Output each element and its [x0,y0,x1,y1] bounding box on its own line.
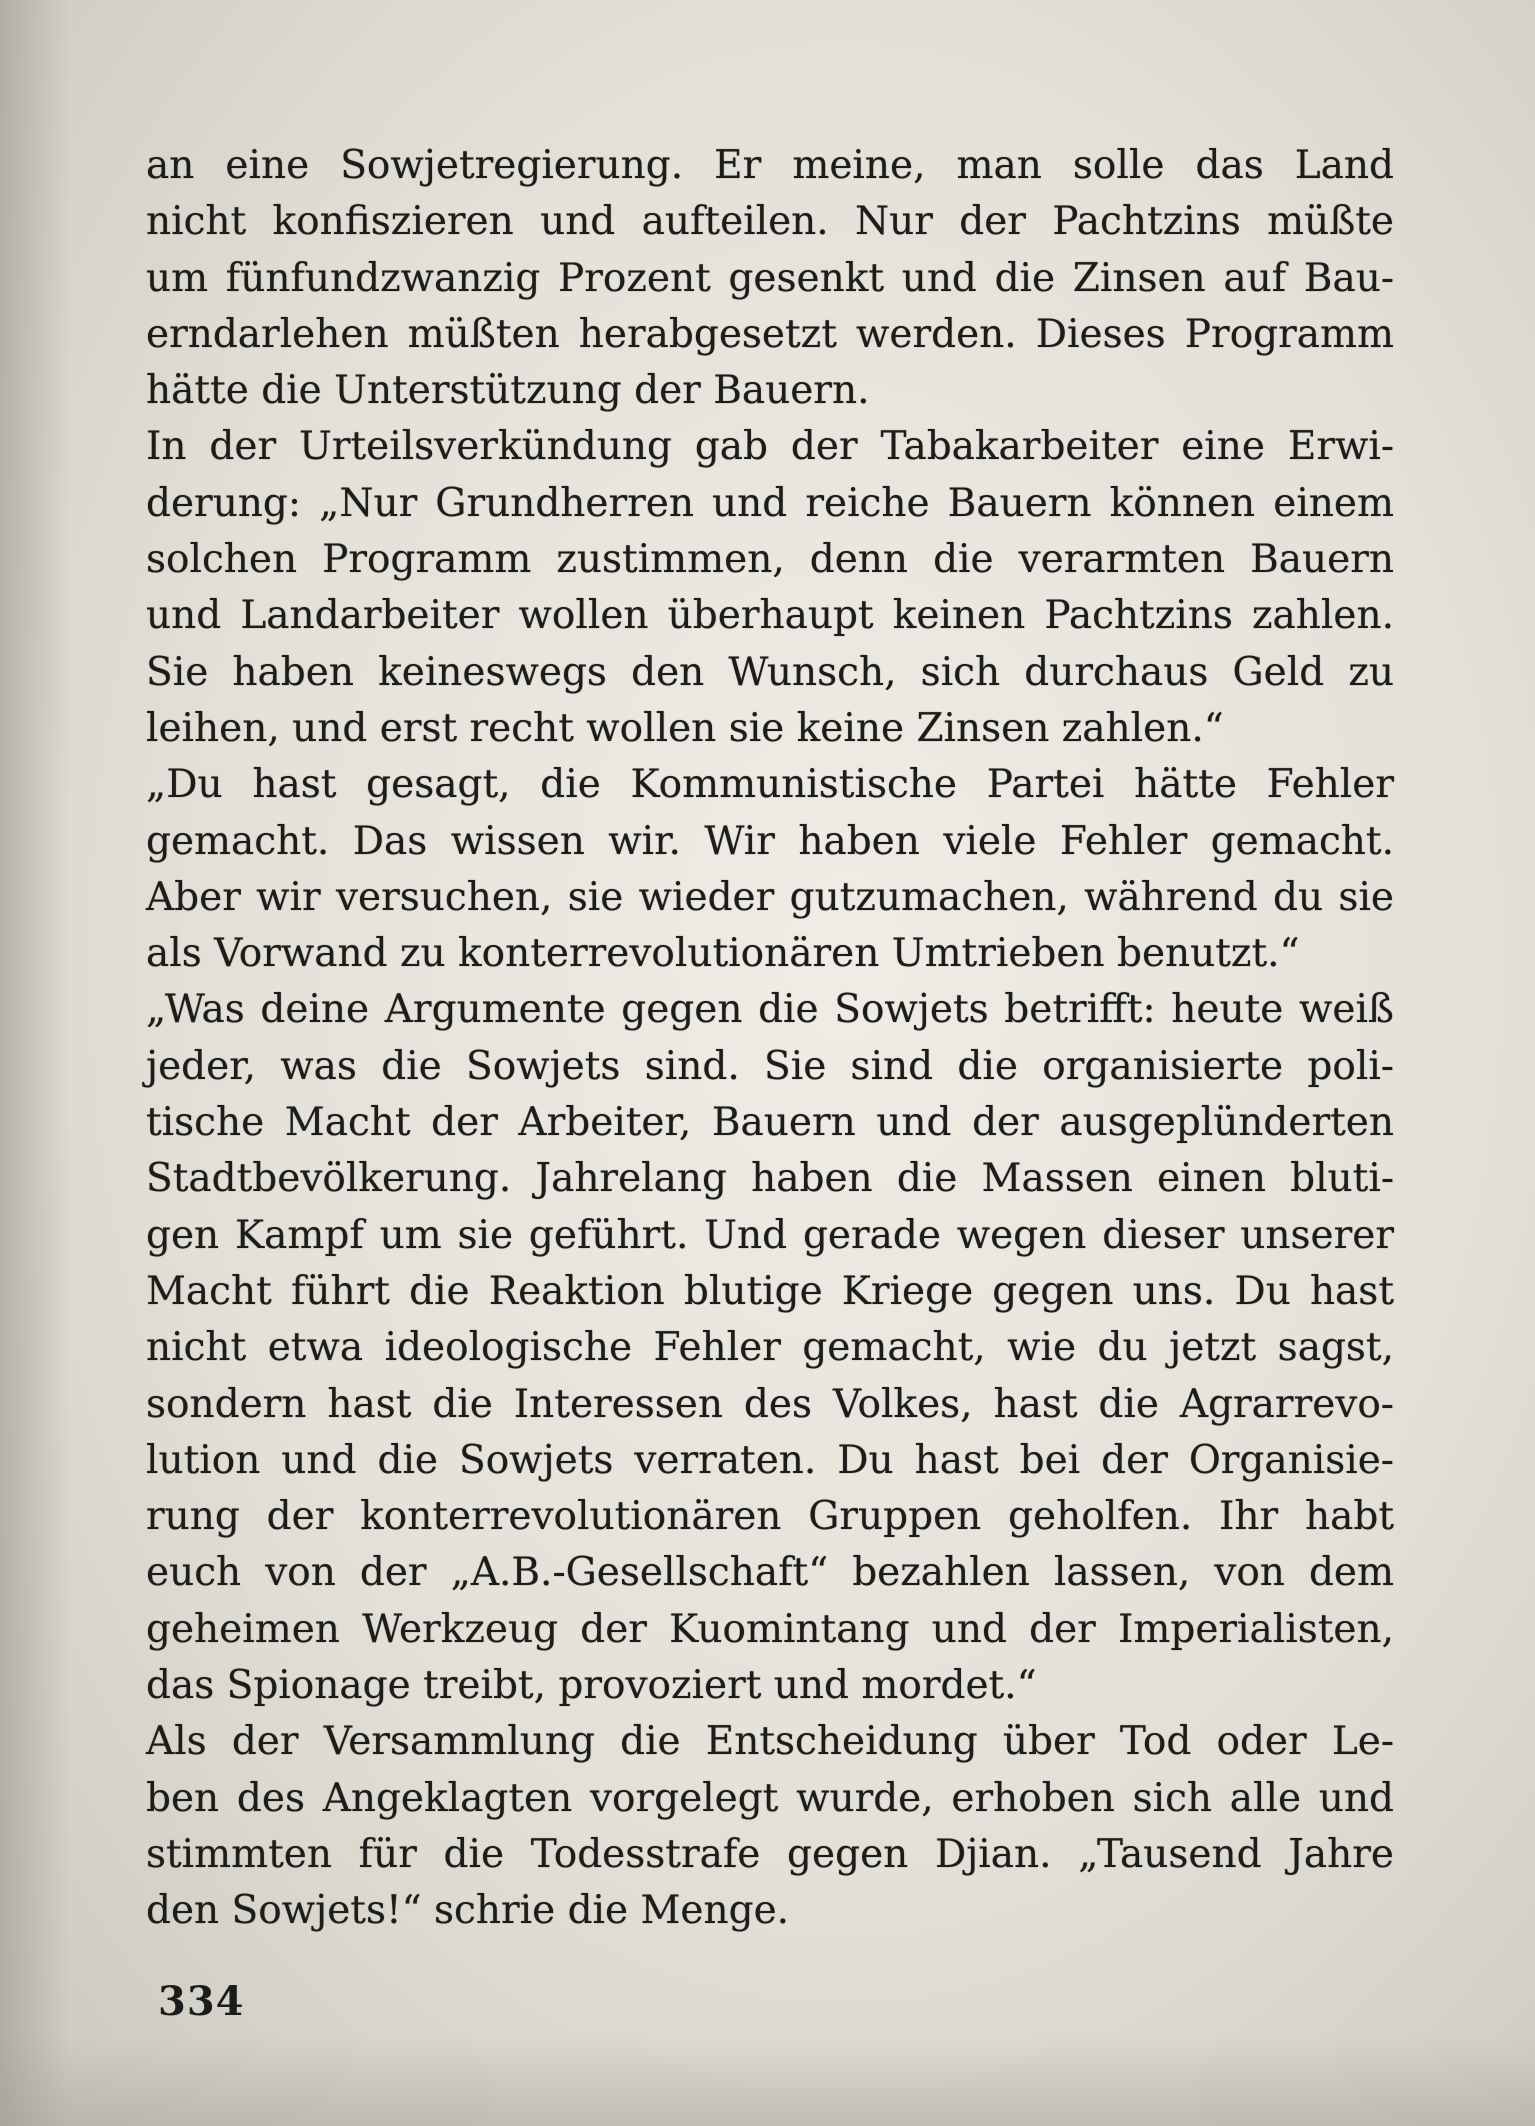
text-line: um fünfundzwanzig Prozent gesenkt und die Zinsen auf Bau- [146,255,1394,301]
page-number: 334 [158,1978,245,2025]
text-line: Sie haben keineswegs den Wunsch, sich durchaus Geld zu [146,649,1394,695]
text-line: geheimen Werkzeug der Kuomintang und der Imperialisten, [146,1606,1394,1652]
text-line: nicht konfiszieren und aufteilen. Nur der Pachtzins müßte [146,199,1394,245]
text-line: sondern hast die Interessen des Volkes, hast die Agrarrevo- [146,1381,1394,1427]
text-line: erndarlehen müßten herabgesetzt werden. Dieses Programm [146,311,1394,357]
text-line: leihen, und erst recht wollen sie keine Zinsen zahlen.“ [146,705,1224,751]
text-line: gemacht. Das wissen wir. Wir haben viele Fehler gemacht. [146,818,1394,864]
text-line: derung: „Nur Grundherren und reiche Bauern können einem [146,480,1394,526]
text-line: jeder, was die Sowjets sind. Sie sind die organisierte poli- [146,1043,1394,1089]
text-line: das Spionage treibt, provoziert und mordet.“ [146,1663,1037,1709]
page-edge-shadow [0,0,70,2126]
text-line: Stadtbevölkerung. Jahrelang haben die Massen einen bluti- [146,1156,1394,1202]
text-line: nicht etwa ideologische Fehler gemacht, wie du jetzt sagst, [146,1325,1394,1371]
text-line: gen Kampf um sie geführt. Und gerade wegen dieser unserer [146,1212,1394,1258]
text-line: stimmten für die Todesstrafe gegen Djian. „Tausend Jahre [146,1831,1394,1877]
text-line: In der Urteilsverkündung gab der Tabakarbeiter eine Erwi- [146,424,1394,470]
text-line: solchen Programm zustimmen, denn die verarmten Bauern [146,537,1394,583]
body-text [146,138,1394,1940]
text-line: als Vorwand zu konterrevolutionären Umtrieben benutzt.“ [146,931,1300,977]
text-line: an eine Sowjetregierung. Er meine, man solle das Land [146,143,1394,188]
text-line: euch von der „A.B.-Gesellschaft“ bezahlen lassen, von dem [146,1550,1394,1596]
text-line: hätte die Unterstützung der Bauern. [146,368,870,414]
text-line: den Sowjets!“ schrie die Menge. [146,1888,790,1934]
text-line: rung der konterrevolutionären Gruppen geholfen. Ihr habt [146,1494,1394,1540]
text-line: Aber wir versuchen, sie wieder gutzumachen, während du sie [146,874,1394,920]
text-line: tische Macht der Arbeiter, Bauern und der ausgeplünderten [146,1100,1394,1146]
page-bottom-shadow [0,2036,1535,2126]
text-line: Macht führt die Reaktion blutige Kriege gegen uns. Du hast [146,1268,1394,1314]
text-line: „Was deine Argumente gegen die Sowjets betrifft: heute weiß [146,987,1394,1033]
text-line: „Du hast gesagt, die Kommunistische Partei hätte Fehler [146,762,1394,808]
text-line: ben des Angeklagten vorgelegt wurde, erhoben sich alle und [146,1775,1394,1821]
text-line: Als der Versammlung die Entscheidung über Tod oder Le- [146,1719,1394,1765]
text-line: und Landarbeiter wollen überhaupt keinen Pachtzins zahlen. [146,593,1394,639]
text-line: lution und die Sowjets verraten. Du hast bei der Organisie- [146,1437,1394,1483]
